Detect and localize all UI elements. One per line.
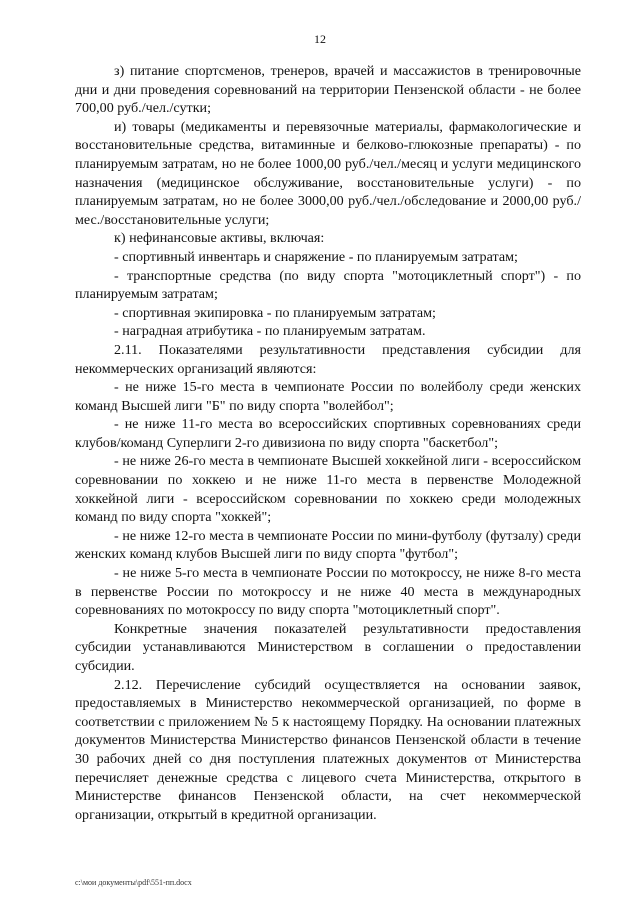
paragraph-specific-values: Конкретные значения показателей результативности предоставления субсидии устанавливаются Министерством в соглашении о предоставлении субсидии.	[75, 620, 581, 674]
paragraph-k-nonfinancial-assets: к) нефинансовые активы, включая:	[114, 230, 325, 247]
list-item-hockey: - не ниже 26-го места в чемпионате Высшей хоккейной лиги - всероссийском соревновании по хоккею и не ниже 11-го места в первенстве Молодежной хоккейной лиги - всероссийском соревновании по хоккею среди молодежных команд по виду спорта "хоккей";	[75, 453, 581, 526]
paragraph-2-12-transfer: 2.12. Перечисление субсидий осуществляется на основании заявок, предоставляемых в Министерство некоммерческой организацией, по форме в соответствии с приложением № 5 к настоящему Порядку. На основании платежных документов Министерства Министерство финансов Пензенской области в течение 30 рабочих дней со дня поступления платежных документов от Министерства перечисляет денежные средства с лицевого счета Министерства, открытого в Министерстве финансов Пензенской области, на счет некоммерческой организации, открытый в кредитной организации.	[75, 676, 581, 823]
footer-file-path: c:\мои документы\pdf\551-пп.docx	[75, 878, 192, 887]
paragraph-i-medical-goods: и) товары (медикаменты и перевязочные материалы, фармакологические и восстановительные средства, витаминные и белково-глюкозные препараты) - по планируемым затратам, но не более 1000,00 руб./чел./месяц и услуги медицинского назначения (медицинское обслуживание, восстановительные услуги) - по планируемым затратам, но не более 3000,00 руб./чел./обследование и 2000,00 руб./мес./восстановительные услуги;	[75, 118, 581, 228]
list-item-awards: - наградная атрибутика - по планируемым затратам.	[114, 323, 426, 340]
list-item-basketball: - не ниже 11-го места во всероссийских спортивных соревнованиях среди клубов/команд Суперлиги 2-го дивизиона по виду спорта "баскетбол";	[75, 416, 581, 451]
list-item-vehicles: - транспортные средства (по виду спорта "мотоциклетный спорт") - по планируемым затратам;	[75, 267, 581, 303]
document-body	[75, 62, 581, 824]
list-item-sports-gear: - спортивная экипировка - по планируемым затратам;	[114, 304, 436, 321]
list-item-futsal: - не ниже 12-го места в чемпионате России по мини-футболу (футзалу) среди женских команд клубов Высшей лиги по виду спорта "футбол";	[75, 527, 581, 563]
paragraph-z-meals: з) питание спортсменов, тренеров, врачей и массажистов в тренировочные дни и дни проведения соревнований на территории Пензенской области - не более 700,00 руб./чел./сутки;	[75, 63, 581, 117]
list-item-volleyball: - не ниже 15-го места в чемпионате России по волейболу среди женских команд Высшей лиги "Б" по виду спорта "волейбол";	[75, 379, 581, 414]
list-item-sports-equipment: - спортивный инвентарь и снаряжение - по планируемым затратам;	[114, 248, 518, 265]
page-number: 12	[314, 32, 326, 46]
paragraph-2-11-indicators: 2.11. Показателями результативности представления субсидии для некоммерческих организаций являются:	[75, 341, 581, 377]
list-item-motocross: - не ниже 5-го места в чемпионате России по мотокроссу, не ниже 8-го места в первенстве России по мотокроссу и не ниже 40 места в международных соревнованиях по мотокроссу по виду спорта "мотоциклетный спорт".	[75, 565, 581, 619]
